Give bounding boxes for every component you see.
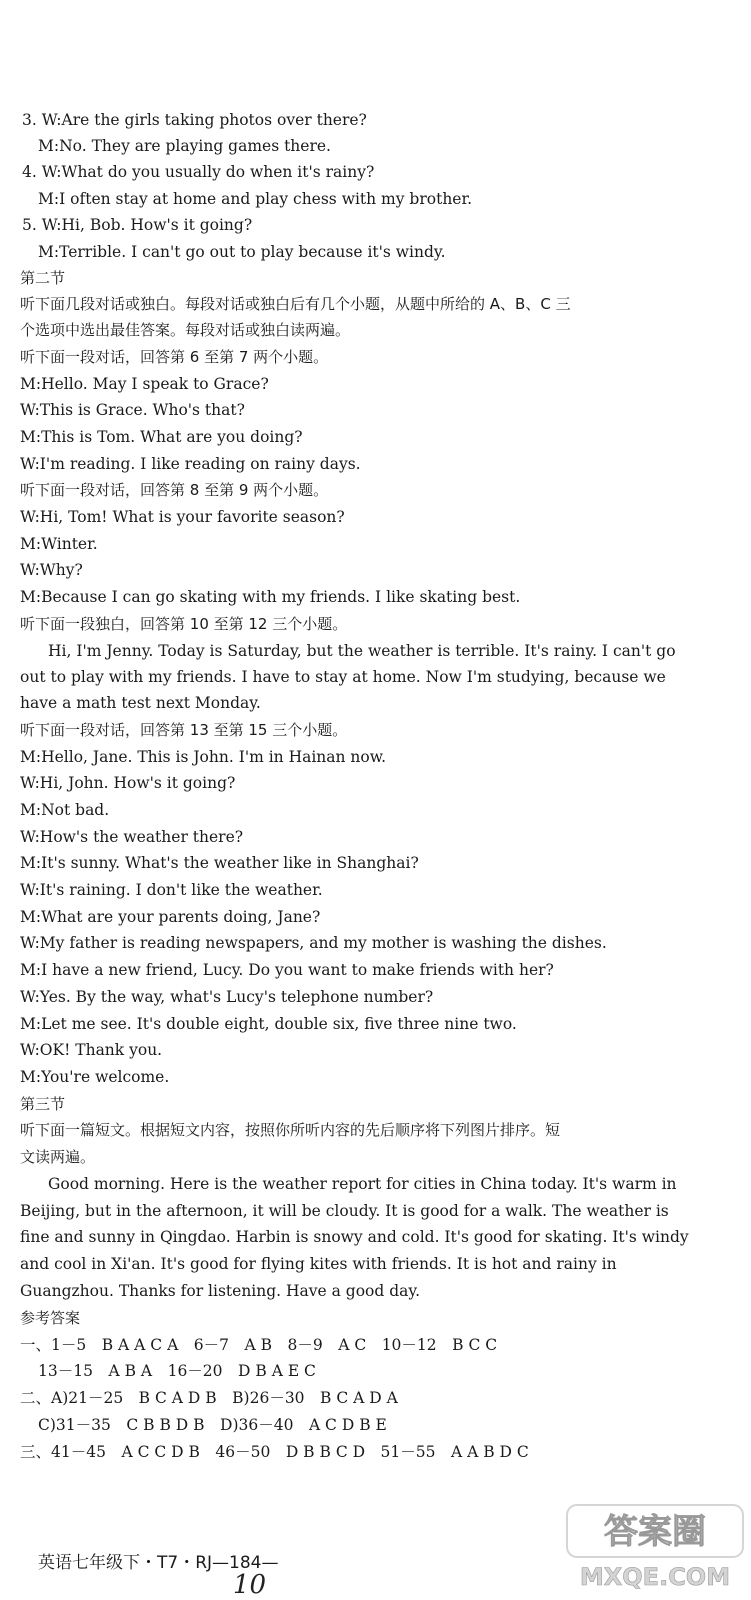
text-line: M:Not bad. xyxy=(20,801,110,819)
text-line: W:I'm reading. I like reading on rainy days. xyxy=(20,455,361,473)
text-line: 个选项中选出最佳答案。每段对话或独白读两遍。 xyxy=(20,321,351,339)
text-line: out to play with my friends. I have to stay at home. Now I'm studying, because we xyxy=(20,668,666,686)
text-line: 13－15 A B A 16－20 D B A E C xyxy=(38,1362,316,1380)
handwritten-mark: 10 xyxy=(233,1570,267,1600)
text-line: 三、41－45 A C C D B 46－50 D B B C D 51－55 A A B D C xyxy=(20,1443,529,1461)
text-line: 5. W:Hi, Bob. How's it going? xyxy=(22,216,253,234)
text-line: M:Winter. xyxy=(20,535,98,553)
text-line: 听下面一段对话，回答第 6 至第 7 两个小题。 xyxy=(20,348,329,366)
text-line: have a math test next Monday. xyxy=(20,694,261,712)
text-line: and cool in Xi'an. It's good for flying kites with friends. It is hot and rainy in xyxy=(20,1255,617,1273)
text-line: W:How's the weather there? xyxy=(20,828,244,846)
watermark-logo xyxy=(565,1495,745,1595)
text-line: 4. W:What do you usually do when it's rainy? xyxy=(22,163,375,181)
text-line: 二、A)21－25 B C A D B B)26－30 B C A D A xyxy=(20,1389,398,1407)
text-line: W:Hi, Tom! What is your favorite season? xyxy=(20,508,345,526)
text-line: M:I have a new friend, Lucy. Do you want to make friends with her? xyxy=(20,961,554,979)
watermark-bottom-text: MXQE.COM xyxy=(579,1563,731,1591)
text-line: W:Hi, John. How's it going? xyxy=(20,774,236,792)
text-line: M:It's sunny. What's the weather like in Shanghai? xyxy=(20,854,419,872)
text-line: M:You're welcome. xyxy=(20,1068,170,1086)
text-line: 听下面一段独白，回答第 10 至第 12 三个小题。 xyxy=(20,615,348,633)
text-line: M:This is Tom. What are you doing? xyxy=(20,428,303,446)
text-line: W:OK! Thank you. xyxy=(20,1041,163,1059)
text-line: M:Hello, Jane. This is John. I'm in Hainan now. xyxy=(20,748,387,766)
text-line: 听下面几段对话或独白。每段对话或独白后有几个小题，从题中所给的 A、B、C 三 xyxy=(20,295,571,313)
text-line: W:Yes. By the way, what's Lucy's telephone number? xyxy=(20,988,434,1006)
text-line: 3. W:Are the girls taking photos over there? xyxy=(22,111,367,129)
text-line: 听下面一段对话，回答第 13 至第 15 三个小题。 xyxy=(20,721,348,739)
text-line: C)31－35 C B B D B D)36－40 A C D B E xyxy=(38,1416,387,1434)
text-line: 第三节 xyxy=(20,1095,66,1113)
text-line: Good morning. Here is the weather report for cities in China today. It's warm in xyxy=(48,1175,677,1193)
text-line: M:Let me see. It's double eight, double six, five three nine two. xyxy=(20,1015,517,1033)
text-line: M:Hello. May I speak to Grace? xyxy=(20,375,269,393)
text-line: Guangzhou. Thanks for listening. Have a good day. xyxy=(20,1282,421,1300)
text-line: W:My father is reading newspapers, and my mother is washing the dishes. xyxy=(20,934,607,952)
text-line: 第二节 xyxy=(20,269,66,287)
text-line: 听下面一篇短文。根据短文内容，按照你所听内容的先后顺序将下列图片排序。短 xyxy=(20,1121,561,1139)
page-footer: 英语七年级下・T7・RJ—184— xyxy=(38,1553,279,1573)
text-line: 一、1－5 B A A C A 6－7 A B 8－9 A C 10－12 B C C xyxy=(20,1336,498,1354)
text-line: M:Terrible. I can't go out to play because it's windy. xyxy=(38,243,446,261)
text-line: W:Why? xyxy=(20,561,83,579)
text-line: 听下面一段对话，回答第 8 至第 9 两个小题。 xyxy=(20,481,329,499)
text-line: M:Because I can go skating with my friends. I like skating best. xyxy=(20,588,521,606)
text-line: fine and sunny in Qingdao. Harbin is snowy and cold. It's good for skating. It's windy xyxy=(20,1228,689,1246)
text-line: M:What are your parents doing, Jane? xyxy=(20,908,321,926)
text-line: 参考答案 xyxy=(20,1309,81,1327)
text-line: M:No. They are playing games there. xyxy=(38,137,331,155)
watermark-top-text: 答案圈 xyxy=(604,1512,706,1552)
text-line: Hi, I'm Jenny. Today is Saturday, but the weather is terrible. It's rainy. I can't go xyxy=(48,642,676,660)
text-line: Beijing, but in the afternoon, it will be cloudy. It is good for a walk. The weather is xyxy=(20,1202,669,1220)
text-line: W:This is Grace. Who's that? xyxy=(20,401,245,419)
text-line: M:I often stay at home and play chess with my brother. xyxy=(38,190,473,208)
text-line: 文读两遍。 xyxy=(20,1148,96,1166)
text-line: W:It's raining. I don't like the weather. xyxy=(20,881,323,899)
